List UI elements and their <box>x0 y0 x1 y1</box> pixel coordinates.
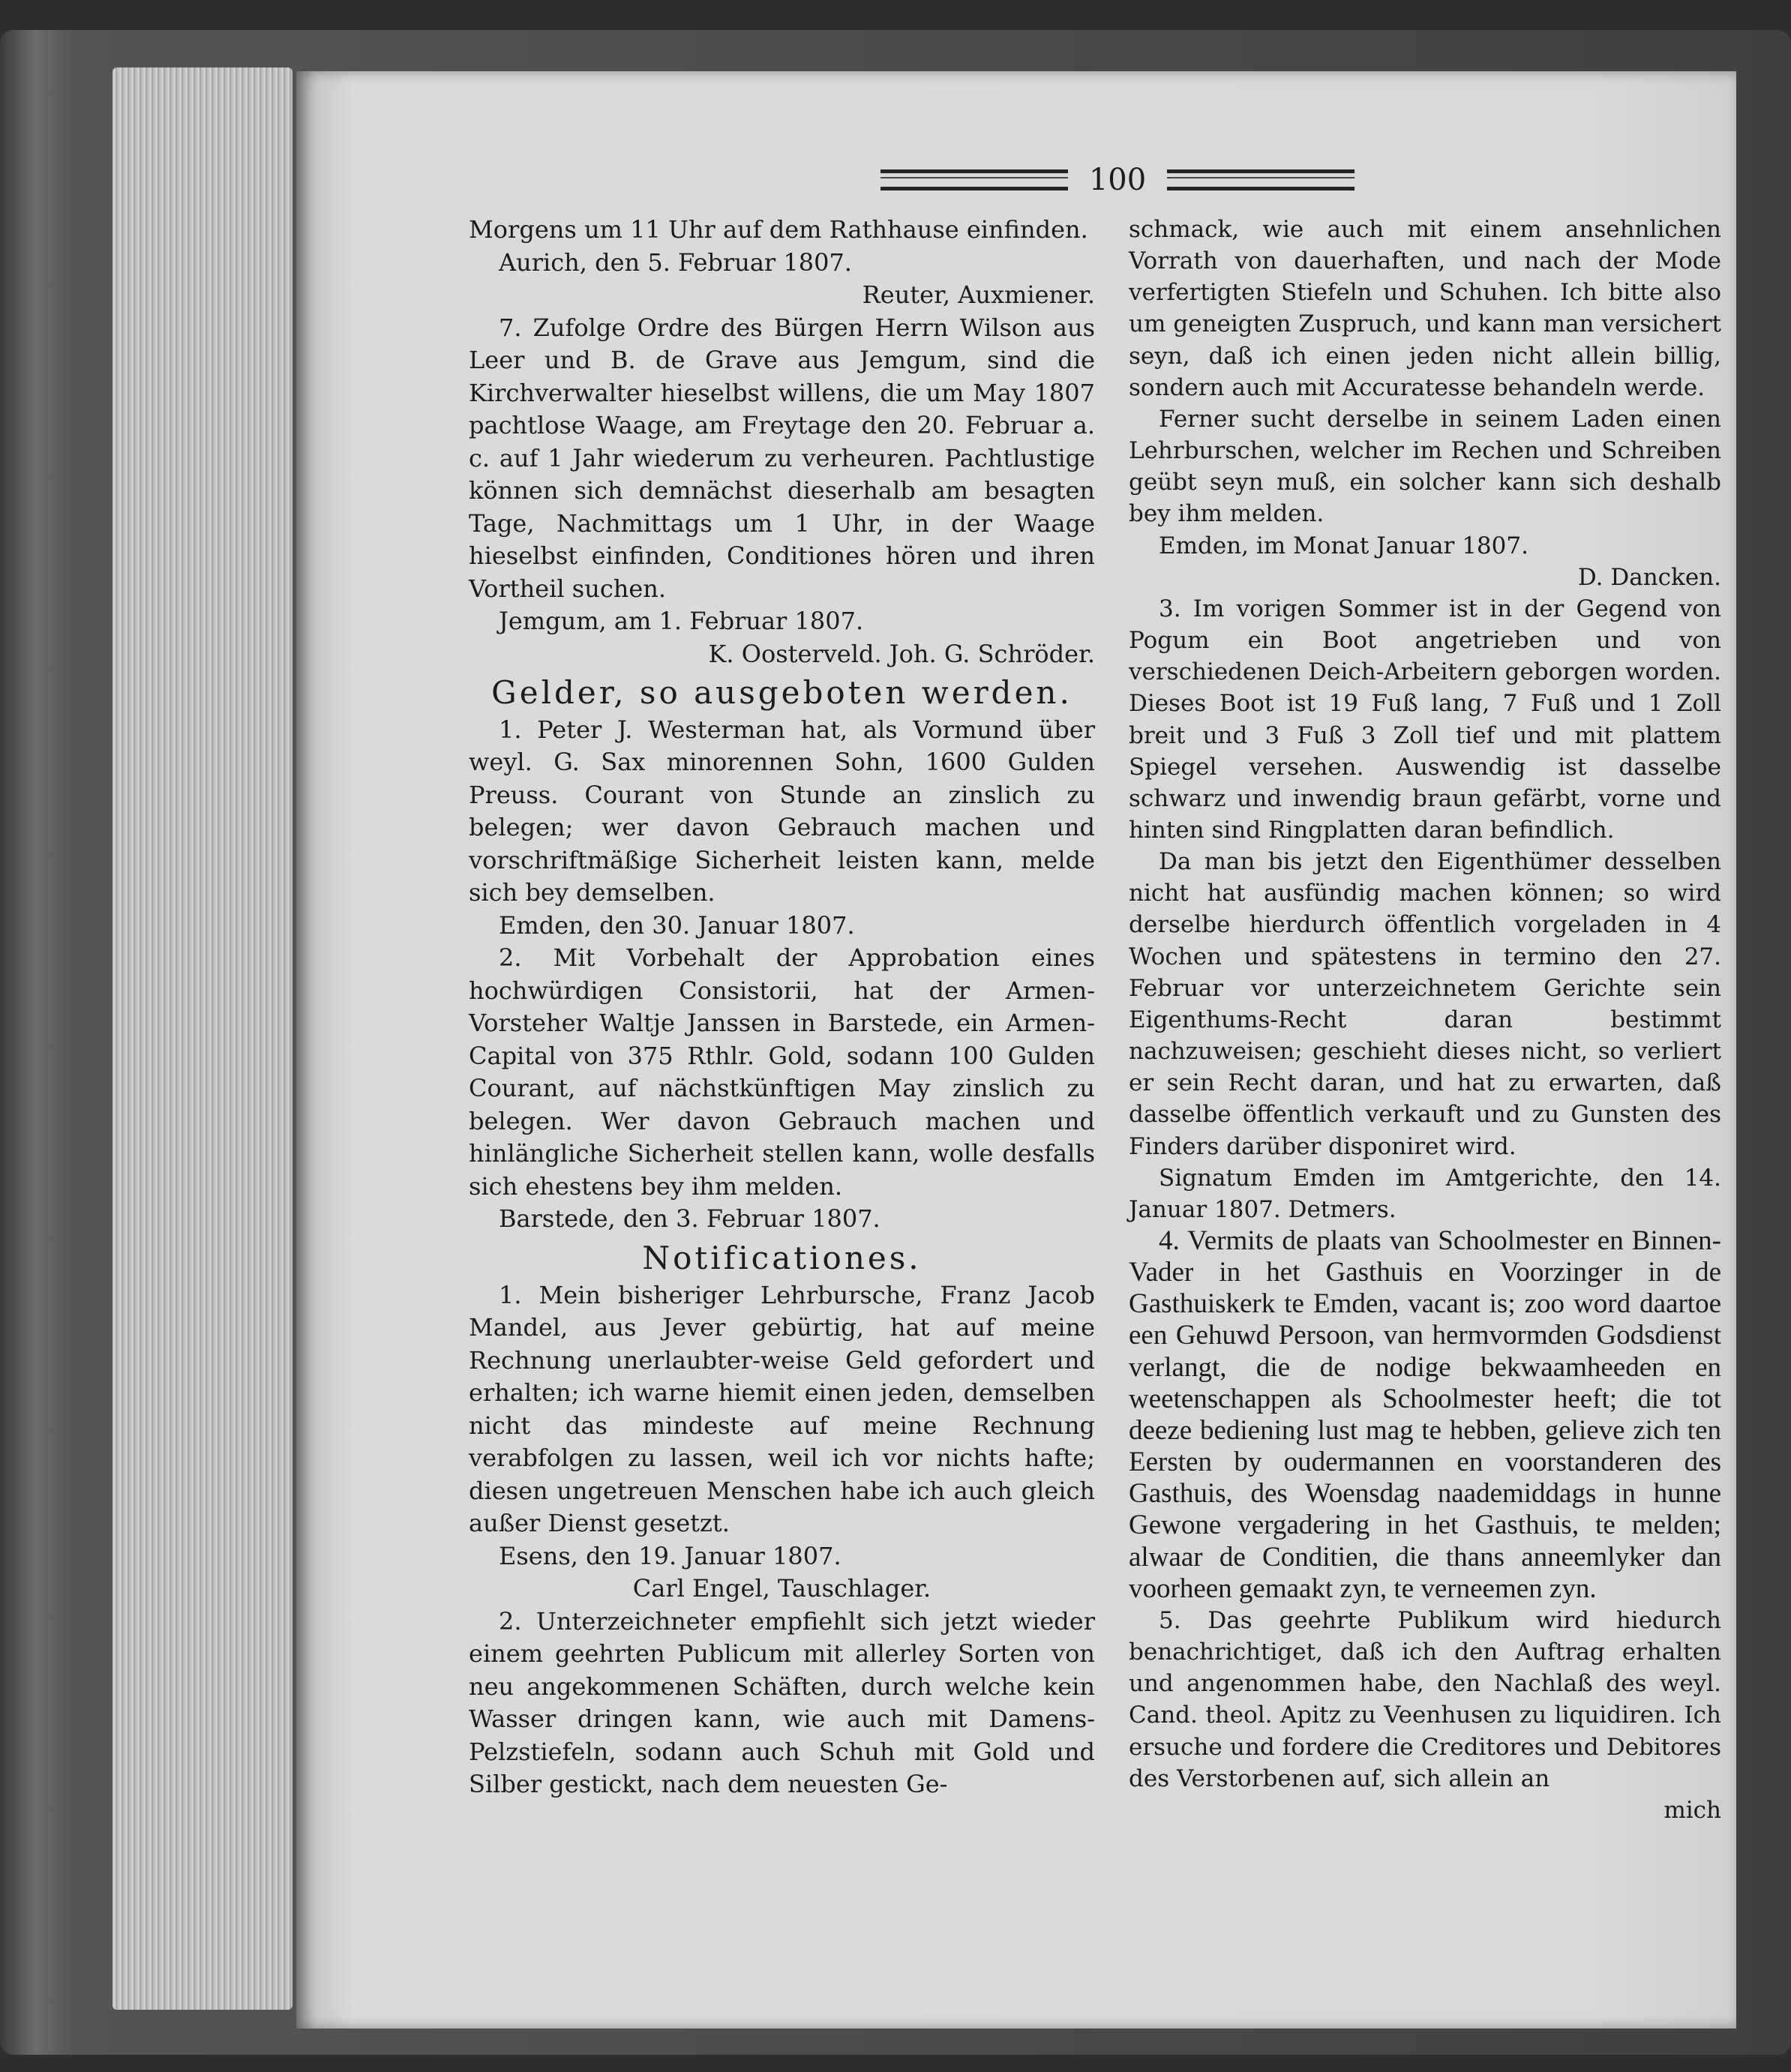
text-paragraph: Reuter, Auxmiener. <box>862 280 1095 310</box>
text-paragraph: schmack, wie auch mit einem ansehnlichen Vorrath von dauerhaften, und nach der Mode verfertigten Stiefeln und Schuhen. Ich bitte also um geneigten Zuspruch, und kann man versichert seyn, daß ich einen jeden nicht allein billig, sondern auch mit Accuratesse behandeln werde. <box>1129 216 1721 401</box>
text-paragraph: Esens, den 19. Januar 1807. <box>499 1541 842 1570</box>
text-paragraph: 3. Im vorigen Sommer ist in der Gegend von Pogum ein Boot angetrieben und von verschiedenen Deich-Arbeitern geborgen worden. Dieses Boot ist 19 Fuß lang, 7 Fuß und 1 Zoll breit und 3 Fuß 3 Zoll tief und mit plattem Spiegel versehen. Auswendig ist dasselbe schwarz und inwendig braun gefärbt, vorne und hinten sind Ringplatten daran befindlich. <box>1129 595 1721 844</box>
text-paragraph: Signatum Emden im Amtgerichte, den 14. Januar 1807. Detmers. <box>1129 1164 1721 1223</box>
left-column <box>469 214 1095 1801</box>
text-paragraph: mich <box>1664 1796 1721 1824</box>
text-paragraph: 2. Mit Vorbehalt der Approbation eines hochwürdigen Consistorii, hat der Armen-Vorsteher Waltje Janssen in Barstede, ein Armen-Capital von 375 Rthlr. Gold, sodann 100 Gulden Courant, auf nächstkünftigen May zinslich zu belegen. Wer davon Gebrauch machen und hinlängliche Sicherheit stellen kann, wolle desfalls sich ehestens bey ihm melden. <box>469 943 1095 1201</box>
text-paragraph: 4. Vermits de plaats van Schoolmester en Binnen-Vader in het Gasthuis en Voorzinger in de Gasthuiskerk te Emden, vacant is; zoo word daartoe een Gehuwd Persoon, van hermvormden Godsdienst verlangt, die de nodige bekwaamheeden en weetenschappen als Schoolmester heeft; die tot deeze bediening lust mag te hebben, gelieve zich ten Eersten by oudermannen en voorstanderen des Gasthuis, des Woensdag naademiddags in hunne Gewone vergadering in het Gasthuis, te melden; alwaar de Conditien, die thans anneemlyker dan voorheen gemaakt zyn, te verneemen zyn. <box>1129 1225 1721 1604</box>
page-number: 100 <box>1088 163 1147 197</box>
text-paragraph: D. Dancken. <box>1577 563 1721 591</box>
header-rule-left <box>880 169 1068 190</box>
text-paragraph: 5. Das geehrte Publikum wird hiedurch benachrichtiget, daß ich den Auftrag erhalten und angenommen habe, den Nachlaß des weyl. Cand. theol. Apitz zu Veenhusen zu liquidiren. Ich ersuche und fordere die Creditores und Debitores des Verstorbenen auf, sich allein an <box>1129 1606 1721 1792</box>
section-heading: Notificationes. <box>642 1239 922 1276</box>
page-header <box>878 157 1358 202</box>
right-column <box>1129 214 1721 1826</box>
section-heading: Gelder, so ausgeboten werden. <box>491 674 1072 712</box>
text-paragraph: 7. Zufolge Ordre des Bürgen Herrn Wilson aus Leer und B. de Grave aus Jemgum, sind die Kirchverwalter hieselbst willens, die um May 1807 pachtlose Waage, am Freytage den 20. Februar a. c. auf 1 Jahr wiederum zu verheuren. Pachtlustige können sich demnächst dieserhalb am besagten Tage, Nachmittags um 1 Uhr, in der Waage hieselbst einfinden, Conditiones hören und ihren Vortheil suchen. <box>469 313 1095 603</box>
text-paragraph: Jemgum, am 1. Februar 1807. <box>499 607 864 636</box>
text-paragraph: Aurich, den 5. Februar 1807. <box>499 247 852 277</box>
text-paragraph: Morgens um 11 Uhr auf dem Rathhause einfinden. <box>469 215 1088 244</box>
text-paragraph: 1. Mein bisheriger Lehrbursche, Franz Jacob Mandel, aus Jever gebürtig, hat auf meine Rechnung unerlaubter-weise Geld gefordert und erhalten; ich warne hiemit einen jeden, demselben nicht das mindeste auf meine Rechnung verabfolgen zu lassen, weil ich vor nichts hafte; diesen ungetreuen Menschen habe ich auch gleich außer Dienst gesetzt. <box>469 1280 1095 1538</box>
text-paragraph: 1. Peter J. Westerman hat, als Vormund über weyl. G. Sax minorennen Sohn, 1600 Gulden Preuss. Courant von Stunde an zinslich zu belegen; wer davon Gebrauch machen und vorschriftmäßige Sicherheit leisten kann, melde sich bey demselben. <box>469 715 1095 907</box>
text-paragraph: K. Oosterveld. Joh. G. Schröder. <box>708 639 1095 668</box>
text-paragraph: Da man bis jetzt den Eigenthümer desselben nicht hat ausfündig machen können; so wird derselbe hierdurch öffentlich vorgeladen in 4 Wochen und spätestens in termino den 27. Februar vor unterzeichnetem Gerichte sein Eigenthums-Recht daran bestimmt nachzuweisen; geschieht dieses nicht, so verliert er sein Recht daran, und hat zu erwarten, daß dasselbe öffentlich verkauft und zu Gunsten des Finders darüber disponiret wird. <box>1129 848 1721 1160</box>
text-paragraph: 2. Unterzeichneter empfiehlt sich jetzt wieder einem geehrten Publicum mit allerley Sorten von neu angekommenen Schäften, durch welche kein Wasser dringen kann, wie auch mit Damens-Pelzstiefeln, sodann auch Schuh mit Gold und Silber gestickt, nach dem neuesten Ge- <box>469 1606 1095 1799</box>
text-paragraph: Barstede, den 3. Februar 1807. <box>499 1204 880 1234</box>
text-paragraph: Ferner sucht derselbe in seinem Laden einen Lehrburschen, welcher im Rechen und Schreiben geübt seyn muß, ein solcher kann sich deshalb bey ihm melden. <box>1129 405 1721 528</box>
header-rule-right <box>1167 169 1354 190</box>
text-paragraph: Emden, im Monat Januar 1807. <box>1159 532 1528 559</box>
page-edges <box>112 67 292 2010</box>
text-paragraph: Emden, den 30. Januar 1807. <box>499 910 855 940</box>
text-paragraph: Carl Engel, Tauschlager. <box>632 1574 932 1603</box>
